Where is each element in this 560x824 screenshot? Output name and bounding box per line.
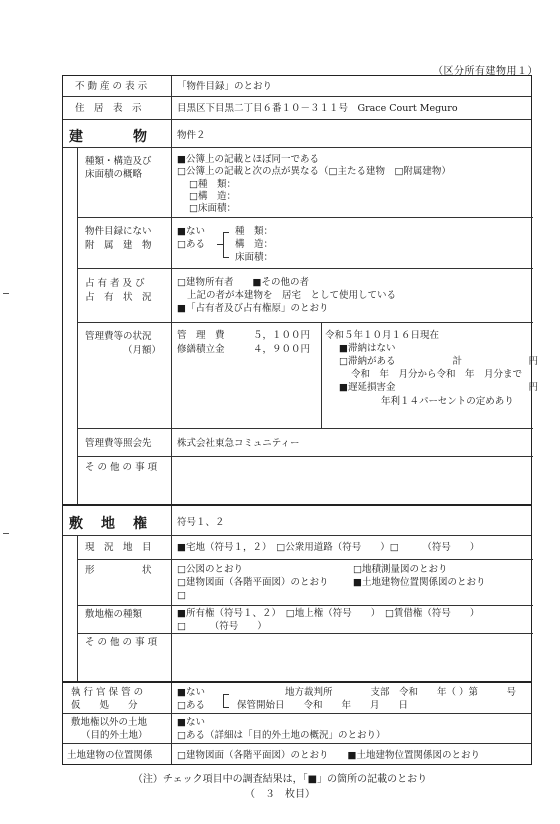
nonsite-none: ■ない <box>177 717 205 728</box>
fees-late-fee-rate: 年利１４パーセントの定めあり <box>381 396 514 407</box>
fees-arrears: □滞納がある 計 円 <box>339 356 538 367</box>
contact-label: 管理費等照会先 <box>85 438 152 449</box>
occupant-label-1: 占 有 者 及 び <box>85 278 145 289</box>
land-shape-building-drawing: □建物図面（各階平面図）のとおり <box>177 577 329 588</box>
land-right-type-line-2: □ （符号 ） <box>177 621 267 632</box>
annex-bracket <box>223 232 229 258</box>
building-value: 物件２ <box>177 130 206 141</box>
fees-arrears-period: 令和 年 月分から令和 年 月分まで <box>351 369 523 380</box>
land-category-label: 現 況 地 目 <box>85 542 152 553</box>
land-title: 敷 地 権 <box>69 516 149 532</box>
address-label: 住 居 表 示 <box>75 103 142 114</box>
occupant-line-2: 上記の者が本建物を 居宅 として使用している <box>187 290 397 301</box>
annex-structure: 構 造： <box>235 239 274 250</box>
address-value: 目黒区下目黒二丁目６番１０－３１１号 Grace Court Meguro <box>177 103 458 114</box>
footnote: （注）チェック項目中の調査結果は，「■」の箇所の記載のとおり <box>132 774 428 785</box>
kind-line-4: □構 造： <box>189 191 236 202</box>
annex-label-1: 物件目録にない <box>85 226 152 237</box>
custody-exists: □ある <box>177 700 205 711</box>
position-label: 土地建物の位置関係 <box>67 750 153 761</box>
fees-label-2: （月額） <box>123 345 162 356</box>
land-other-label: そ の 他 の 事 項 <box>85 637 158 648</box>
land-shape-public-map: □公図のとおり <box>177 564 243 575</box>
nonsite-label-1: 敷地権以外の土地 <box>71 717 148 728</box>
annex-label-2: 附 属 建 物 <box>85 240 152 251</box>
contact-value: 株式会社東急コミュニティー <box>177 438 300 449</box>
kind-line-5: □床面積： <box>189 203 236 214</box>
land-shape-position-map: ■土地建物位置関係図のとおり <box>353 577 486 588</box>
land-right-type-line-1: ■所有権（符号１、２） □地上権（符号 ） □賃借権（符号 ） <box>177 608 480 619</box>
occupant-label-2: 占 有 状 況 <box>85 292 152 303</box>
land-shape-other: □ <box>177 590 186 601</box>
land-category-value: ■宅地（符号１，２） □公衆用道路（符号 ）□ （符号 ） <box>177 542 480 553</box>
page-number: （ ３ 枚目） <box>245 789 315 800</box>
custody-label-1: 執 行 官 保 管 の <box>71 687 144 698</box>
custody-label-2: 仮 処 分 <box>71 700 138 711</box>
custody-bracket <box>223 694 229 708</box>
annex-area: 床面積： <box>235 252 274 263</box>
fees-repair-reserve: 修繕積立金 ４，９００円 <box>177 344 311 355</box>
kind-label-1: 種類・構造及び <box>85 156 152 167</box>
fees-management: 管 理 費 ５，１００円 <box>177 330 311 341</box>
kind-line-2: □公簿上の記載と次の点が異なる（□主たる建物 □附属建物） <box>177 166 451 177</box>
occupant-line-3: ■「占有者及び占有権原」のとおり <box>177 303 329 314</box>
margin-mark <box>3 533 9 534</box>
land-shape-label: 形 状 <box>85 565 152 576</box>
nonsite-exists: □ある（詳細は「目的外土地の概況」のとおり） <box>177 730 386 741</box>
display-label: 不 動 産 の 表 示 <box>75 81 148 92</box>
custody-start-date: 保管開始日 令和 年 月 日 <box>237 700 409 711</box>
fees-no-arrears: ■滞納はない <box>339 343 396 354</box>
fees-label-1: 管理費等の状況 <box>85 331 152 342</box>
form-table <box>62 75 538 765</box>
occupant-line-1: □建物所有者 ■その他の者 <box>177 277 309 288</box>
display-value: 「物件目録」のとおり <box>177 81 273 92</box>
annex-none: ■ない <box>177 226 205 237</box>
annex-type: 種 類： <box>235 226 274 237</box>
fees-as-of-date: 令和５年１０月１６日現在 <box>325 330 440 341</box>
fees-divider <box>321 323 322 429</box>
custody-court-line: 地方裁判所 支部 令和 年（ ）第 号 <box>285 687 517 698</box>
custody-none: ■ない <box>177 687 205 698</box>
building-title: 建 物 <box>69 129 149 145</box>
land-shape-survey-map: □地積測量図のとおり <box>353 564 448 575</box>
page-label: （区分所有建物用１） <box>433 66 538 77</box>
position-value: □建物図面（各階平面図）のとおり ■土地建物位置関係図のとおり <box>177 750 480 761</box>
kind-line-3: □種 類： <box>189 179 236 190</box>
land-value: 符号１、２ <box>177 517 225 528</box>
fees-late-fee: ■遅延損害金 円 <box>339 382 538 393</box>
building-other-label: そ の 他 の 事 項 <box>85 462 158 473</box>
nonsite-label-2: （目的外土地） <box>81 730 148 741</box>
kind-line-1: ■公簿上の記載とほぼ同一である <box>177 154 319 165</box>
annex-exists: □ある <box>177 239 205 250</box>
land-right-type-label: 敷地権の種類 <box>85 609 143 620</box>
annex-bracket-tick <box>217 244 223 245</box>
margin-mark <box>3 293 9 294</box>
kind-label-2: 床面積の概略 <box>85 169 143 180</box>
